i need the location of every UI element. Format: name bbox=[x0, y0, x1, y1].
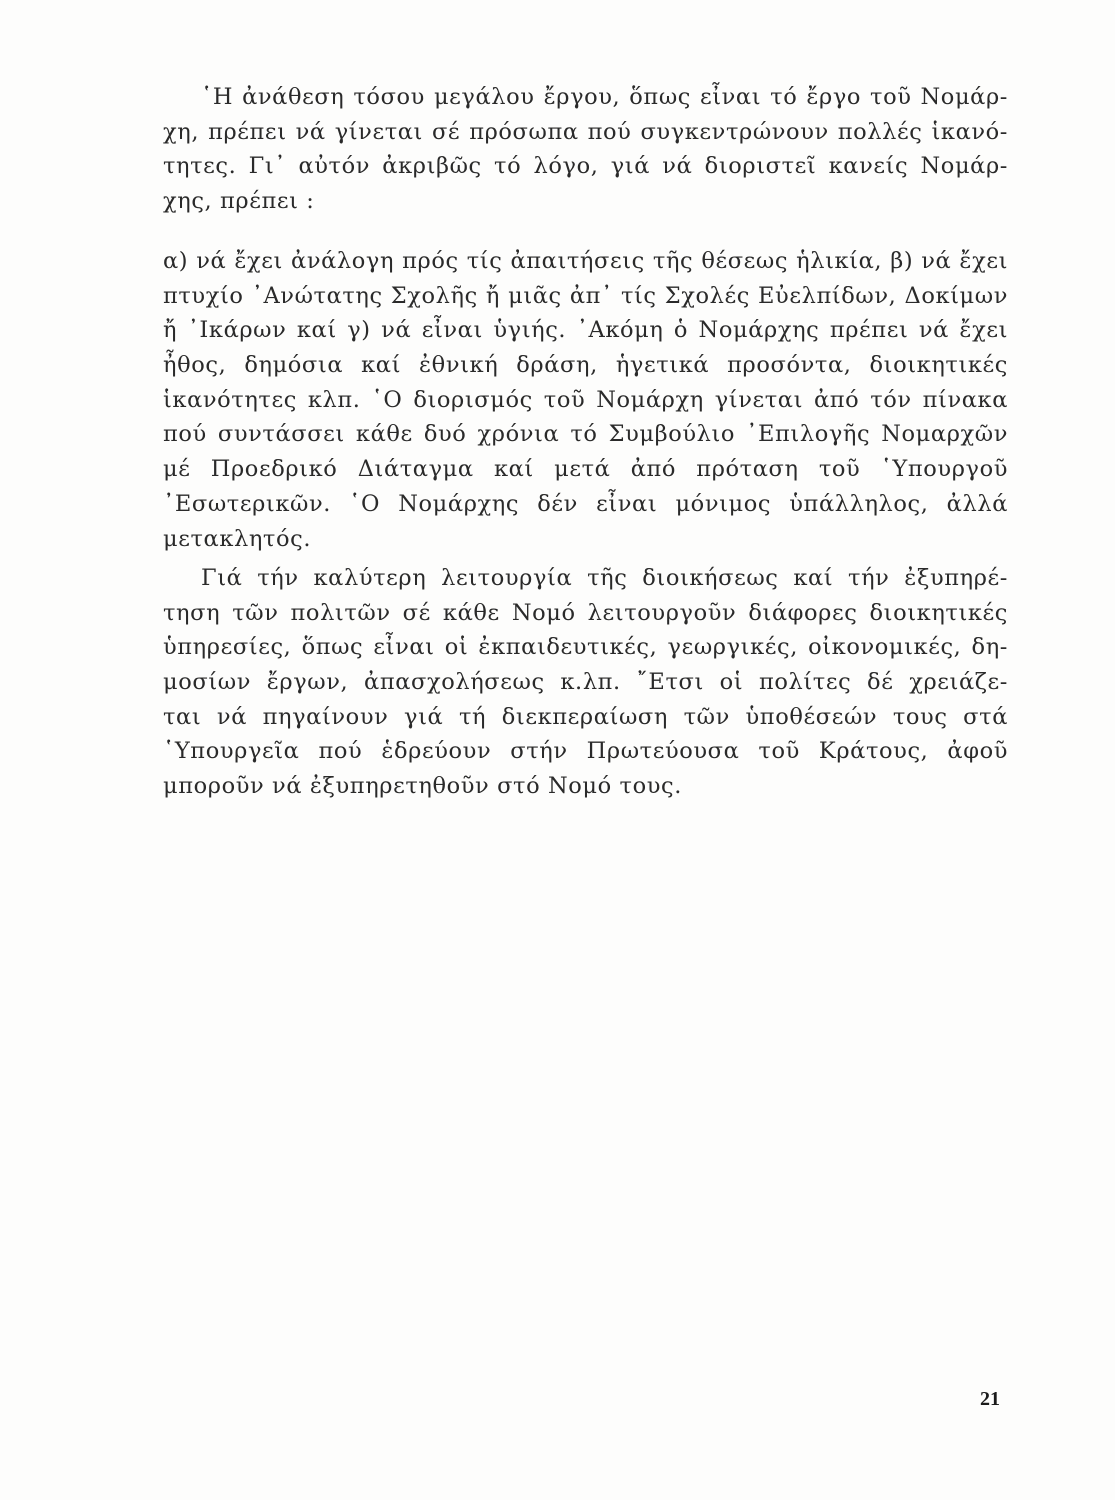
text-line: Γιά τήν καλύτερη λειτουργία τῆς διοικήσεως καί τήν ἐξυπηρέ- bbox=[201, 565, 1008, 591]
text-line: ται νά πηγαίνουν γιά τή διεκπεραίωση τῶν ὑποθέσεών τους στά bbox=[163, 703, 1008, 730]
text-line: ὑπηρεσίες, ὅπως εἶναι οἱ ἐκπαιδευτικές, γεωργικές, οἰκονομικές, δη- bbox=[163, 634, 1008, 661]
text-line: ἦθος, δημόσια καί ἐθνική δράση, ἡγετικά προσόντα, διοικητικές bbox=[163, 352, 1008, 379]
text-line: πού συντάσσει κάθε δυό χρόνια τό Συμβούλιο ᾿Επιλογῆς Νομαρχῶν bbox=[163, 421, 1008, 448]
text-line: μέ Προεδρικό Διάταγμα καί μετά ἀπό πρόταση τοῦ ῾Υπουργοῦ bbox=[163, 456, 1008, 483]
text-line: ῾Υπουργεῖα πού ἑδρεύουν στήν Πρωτεύουσα τοῦ Κράτους, ἀφοῦ bbox=[163, 738, 1008, 765]
text-line: χης, πρέπει : bbox=[163, 188, 315, 215]
text-line: ᾿Εσωτερικῶν. ῾Ο Νομάρχης δέν εἶναι μόνιμος ὑπάλληλος, ἀλλά bbox=[163, 490, 1008, 517]
text-line: μετακλητός. bbox=[163, 525, 312, 552]
text-line: χη, πρέπει νά γίνεται σέ πρόσωπα πού συγκεντρώνουν πολλές ἱκανό- bbox=[163, 118, 1008, 145]
page-number: 21 bbox=[980, 1388, 1000, 1410]
text-line: ἱκανότητες κλπ. ῾Ο διορισμός τοῦ Νομάρχη γίνεται ἀπό τόν πίνακα bbox=[163, 386, 1008, 413]
text-line: α) νά ἔχει ἀνάλογη πρός τίς ἀπαιτήσεις τῆς θέσεως ἡλικία, β) νά ἔχει bbox=[163, 248, 1008, 274]
text-line: ῾Η ἀνάθεση τόσου μεγάλου ἔργου, ὅπως εἶναι τό ἔργο τοῦ Νομάρ- bbox=[201, 84, 1008, 110]
text-line: μποροῦν νά ἐξυπηρετηθοῦν στό Νομό τους. bbox=[163, 773, 682, 800]
text-line: τητες. Γι᾿ αὐτόν ἀκριβῶς τό λόγο, γιά νά διοριστεῖ κανείς Νομάρ- bbox=[163, 153, 1008, 180]
text-line: μοσίων ἔργων, ἀπασχολήσεως κ.λπ. ῎Ετσι οἱ πολίτες δέ χρειάζε- bbox=[163, 669, 1008, 696]
text-line: ἤ ᾿Ικάρων καί γ) νά εἶναι ὑγιής. ᾿Ακόμη ὁ Νομάρχης πρέπει νά ἔχει bbox=[163, 317, 1008, 344]
paragraph-2 bbox=[163, 244, 1008, 556]
text-line: πτυχίο ᾿Ανώτατης Σχολῆς ἤ μιᾶς ἀπ᾿ τίς Σχολές Εὐελπίδων, Δοκίμων bbox=[163, 282, 1008, 309]
paragraph-1 bbox=[163, 80, 1008, 219]
text-line: τηση τῶν πολιτῶν σέ κάθε Νομό λειτουργοῦν διάφορες διοικητικές bbox=[163, 599, 1008, 626]
paragraph-3 bbox=[163, 561, 1008, 804]
